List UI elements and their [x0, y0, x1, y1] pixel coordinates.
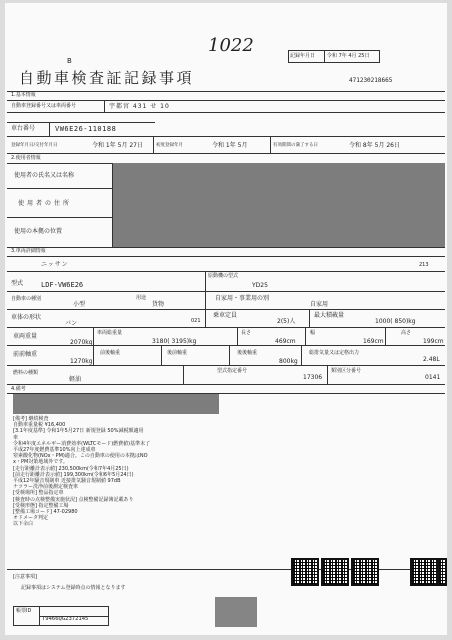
note-line: ナツラー洗浄前後測定検査車	[13, 484, 78, 491]
kind-value: 小型	[73, 301, 86, 308]
displacement-value: 2.48L	[423, 356, 440, 363]
gross-value: 3180( 3195)kg	[152, 338, 197, 345]
shape-label: 車体の形状	[11, 314, 42, 321]
first-year-value: 令和 1年 5月	[212, 142, 248, 149]
class-label: 類別区分番号	[331, 368, 362, 374]
use-label: 用途	[136, 295, 147, 301]
record-id-label: 帳票ID	[16, 608, 32, 614]
document-number: 471230218665	[349, 77, 393, 84]
model-label: 型式	[11, 280, 24, 287]
axle-value: 1270kg	[70, 358, 93, 365]
note-line: [前走行距離計表示値] 199,300km(令和6年5月24日)	[13, 471, 134, 478]
handwritten-number: 1022	[208, 35, 254, 56]
class-value: 0141	[425, 374, 441, 381]
maxload-value: 1000( 850)kg	[375, 318, 416, 325]
user-name-label: 使用者の氏名又は名称	[14, 172, 75, 179]
engine-value: YD25	[252, 282, 268, 289]
width-label: 幅	[310, 330, 316, 336]
note-line: 以下余白	[13, 521, 34, 528]
type-cert-value: 17306	[303, 374, 323, 381]
qr-code-3	[351, 558, 379, 586]
document-title: 自動車検査証記録事項	[19, 69, 195, 87]
model-value: LDF-VW6E26	[41, 281, 84, 289]
use-value: 貨物	[152, 301, 165, 308]
note-line: [受検場所] 整品指定車	[13, 490, 64, 497]
issued-value: 令和 7年 4月 25日	[327, 53, 370, 59]
section4-heading: 4.備考	[11, 386, 26, 392]
fuel-value: 軽油	[69, 376, 82, 383]
note-line: オドメータ判定	[13, 515, 48, 522]
reg-number-label: 自動車登録番号又は車両番号	[11, 103, 77, 109]
qr-code-1	[291, 558, 319, 586]
qr-code-5	[437, 558, 447, 586]
fuel-label: 燃料の種類	[13, 370, 39, 376]
note-line: 平成12年騒音規制車 近接排気騒音規制値 97dB	[13, 478, 121, 485]
redacted-footer-block	[215, 597, 257, 627]
note-line: [3.1年度基準] 令和1年5月27日 新規登録 50%減税額適用	[13, 428, 144, 435]
notice-text: 記録事項はシステム登録時点の情報となります	[21, 585, 126, 591]
qr-code-4	[410, 558, 438, 586]
section3-heading: 3.車両詳細情報	[11, 248, 46, 254]
note-line: 自動車重量税 ¥16,400	[13, 422, 66, 429]
note-line: x・PM対策地域外です。	[13, 459, 68, 466]
letter-b: B	[67, 57, 72, 65]
displacement-label: 総排気量又は定格出力	[309, 350, 360, 356]
width-value: 169cm	[363, 338, 384, 345]
redacted-notes-header	[13, 394, 219, 414]
length-label: 長さ	[241, 330, 252, 336]
inspection-certificate-sheet	[5, 3, 447, 635]
first-reg-value: 令和 1年 5月 27日	[92, 142, 143, 149]
height-label: 高さ	[401, 330, 412, 336]
chassis-label: 車台番号	[11, 125, 36, 132]
redacted-user-info	[113, 163, 445, 247]
expiry-label: 有効期間の満了する日	[273, 143, 318, 148]
shape-code: 021	[191, 318, 201, 324]
axle-label: 前前軸重	[13, 351, 38, 358]
capacity-value: 2(5)人	[277, 318, 296, 325]
rear-front-label: 後前軸重	[167, 350, 188, 356]
maker-code: 213	[419, 262, 429, 268]
note-line: [走行距離計表示値] 230,500km(令和7年4月25日)	[13, 465, 129, 472]
private-label: 自家用・事業用の別	[215, 295, 270, 302]
maxload-label: 最大積載量	[314, 312, 345, 319]
user-address-label: 使用者の住所	[18, 200, 73, 207]
weight-value: 2070kg	[70, 339, 93, 346]
gross-label: 車両総重量	[97, 330, 123, 336]
type-cert-label: 型式指定番号	[217, 368, 248, 374]
qr-code-2	[321, 558, 349, 586]
maker-value: ニッサン	[41, 261, 69, 268]
record-id-value: T9466QG2372145	[42, 616, 89, 622]
front-rear-label: 前後軸重	[100, 350, 121, 356]
note-line: 窒素酸化物(NOx・PM)適合。この自動車の使用の本拠はNO	[13, 453, 148, 460]
weight-label: 車両重量	[13, 333, 38, 340]
base-location-label: 使用の本拠の位置	[14, 228, 63, 235]
reg-number-value: 宇都宮 431 せ 10	[109, 103, 170, 110]
section1-heading: 1.基本情報	[11, 92, 36, 98]
rear-rear-value: 800kg	[279, 358, 298, 365]
shape-value: バン	[65, 320, 78, 327]
note-line: 令和4年度エネルギー消費効率(WLTCモード)燃費値)基準未了	[13, 440, 151, 447]
chassis-value: VW6E26-110188	[55, 125, 117, 133]
first-year-label: 初度登録年月	[156, 143, 183, 148]
note-line: [検査時の点検整備実施状況] 点検整備記録簿記載あり	[13, 496, 134, 503]
note-line: [備考] 継続検査	[13, 416, 49, 422]
note-line: [受検形態] 指定整備工場	[13, 502, 69, 509]
kind-label: 自動車の種別	[11, 296, 42, 302]
capacity-label: 乗車定員	[213, 312, 238, 319]
first-reg-label: 登録年月日/交付年月日	[11, 143, 58, 148]
engine-label: 原動機の型式	[208, 273, 239, 279]
length-value: 469cm	[275, 338, 296, 345]
issued-label: 記録年月日	[290, 53, 316, 59]
private-value: 自家用	[310, 301, 329, 308]
rear-rear-label: 後後軸重	[237, 350, 258, 356]
notes-list	[13, 416, 223, 528]
height-value: 199cm	[423, 338, 444, 345]
section2-heading: 2.使用者情報	[11, 155, 41, 161]
note-line: [整備工場コード] 47-02980	[13, 509, 78, 516]
notice-heading: [注意事項]	[13, 574, 37, 580]
expiry-value: 令和 8年 5月 26日	[349, 142, 400, 149]
note-line: 車	[13, 434, 19, 441]
note-line: 平成27年度燃費基準10%向上達成車	[13, 447, 96, 454]
